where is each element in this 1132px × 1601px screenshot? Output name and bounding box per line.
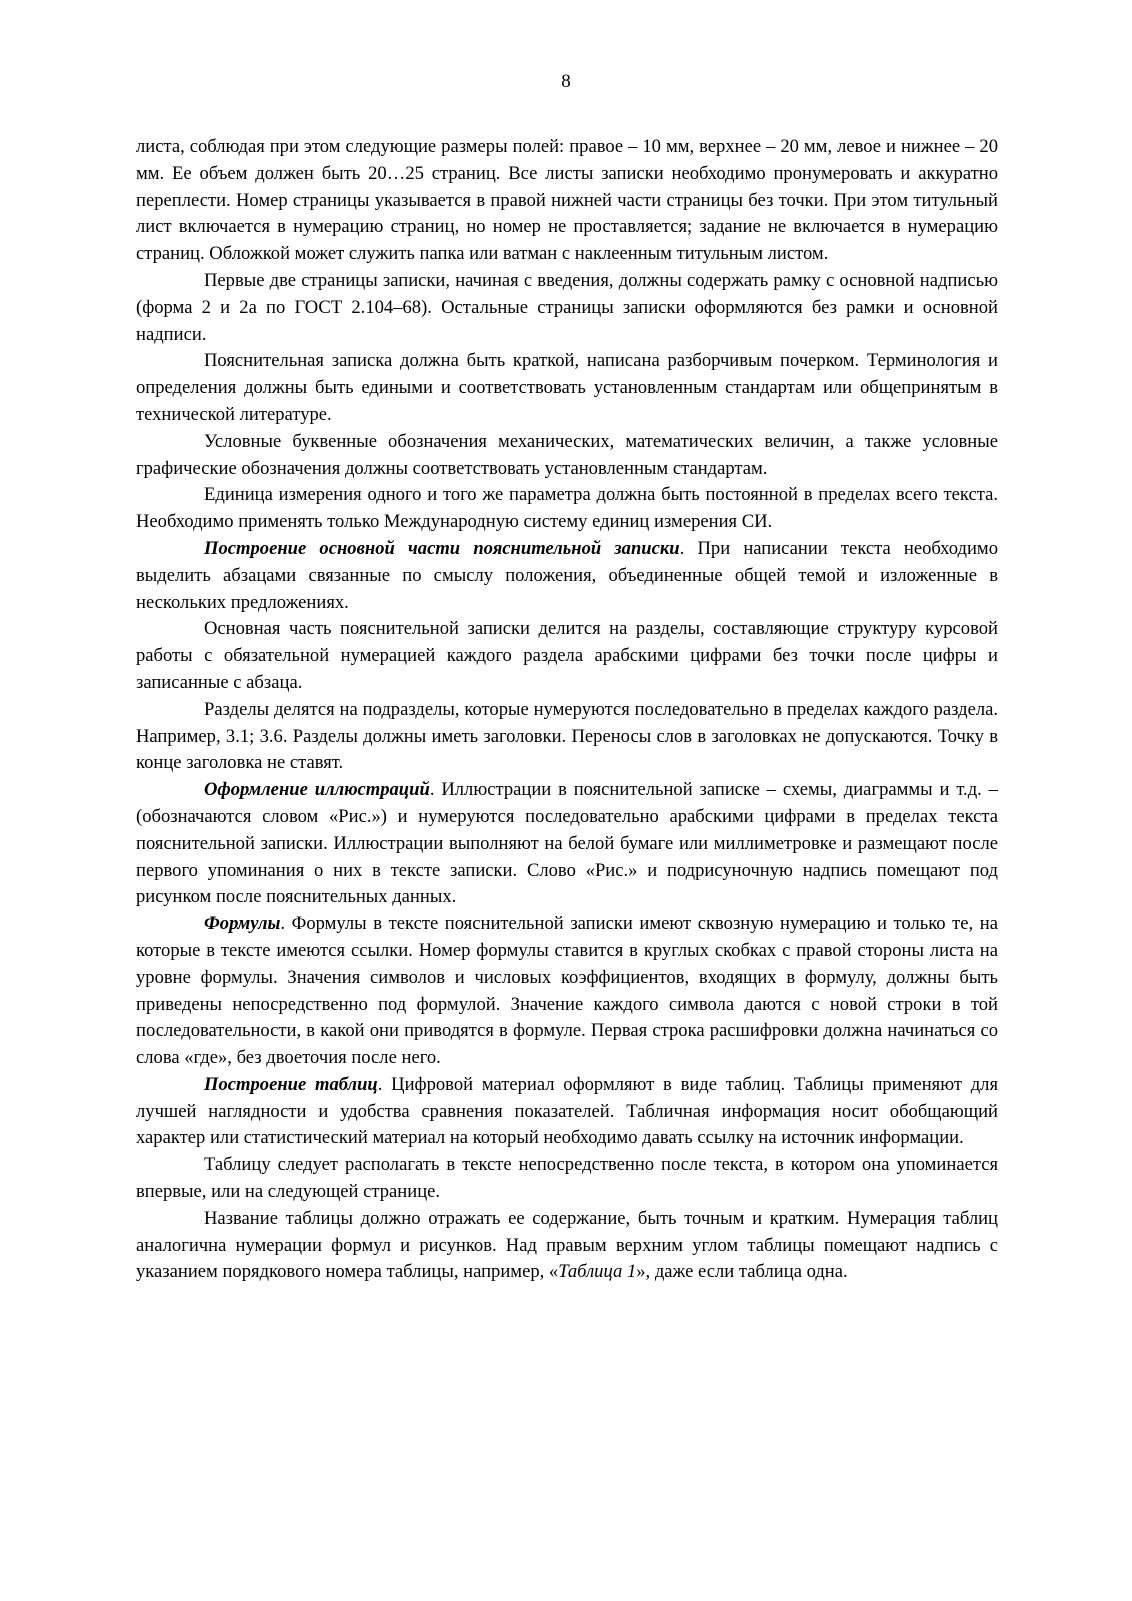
table-caption-example: Таблица 1: [558, 1261, 637, 1283]
paragraph: листа, соблюдая при этом следующие размеры полей: правое – 10 мм, верхнее – 20 мм, левое и нижнее – 20 мм. Ее объем должен быть 20…25 страниц. Все листы записки необходимо пронумеровать и аккуратно переплести. Номер страницы указывается в правой нижней части страницы без точки. При этом титульный лист включается в нумерацию страниц, но номер не проставляется; задание не включается в нумерацию страниц. Обложкой может служить папка или ватман с наклеенным титульным листом.: [136, 136, 998, 265]
section-heading: Формулы: [204, 913, 281, 935]
paragraph: Пояснительная записка должна быть краткой, написана разборчивым почерком. Терминология и определения должны быть едиными и соответствовать установленным стандартам или общепринятым в технической литературе.: [136, 350, 998, 425]
paragraph: [136, 777, 998, 911]
paragraph: Разделы делятся на подразделы, которые нумеруются последовательно в пределах каждого раздела. Например, 3.1; 3.6. Разделы должны иметь заголовки. Переносы слов в заголовках не допускаются. Точку в конце заголовка не ставят.: [136, 698, 998, 774]
paragraph: [136, 1072, 998, 1152]
paragraph: [136, 911, 998, 1072]
section-heading: Построение основной части пояснительной записки: [204, 537, 680, 559]
section-heading: Оформление иллюстраций: [204, 779, 430, 801]
paragraph: Первые две страницы записки, начиная с введения, должны содержать рамку с основной надписью (форма 2 и 2а по ГОСТ 2.104–68). Остальные страницы записки оформляются без рамки и основной надписи.: [136, 269, 998, 345]
paragraph-text: . Иллюстрации в пояснительной записке – схемы, диаграммы и т.д. – (обозначаются словом «Рис.») и нумеруются последовательно арабскими цифрами в пределах текста пояснительной записки. Иллюстрации выполняют на белой бумаге или миллиметровке и размещают после первого упоминания о них в тексте записки. Слово «Рис.» и подрисуночную надпись помещают под рисунком после пояснительных данных.: [136, 779, 998, 908]
paragraph: Единица измерения одного и того же параметра должна быть постоянной в пределах всего текста. Необходимо применять только Международную систему единиц измерения СИ.: [136, 484, 998, 533]
body-text: [136, 134, 998, 1286]
paragraph: Условные буквенные обозначения механических, математических величин, а также условные графические обозначения должны соответствовать установленным стандартам.: [136, 430, 998, 479]
paragraph-text: . Цифровой материал оформляют в виде таблиц. Таблицы применяют для лучшей наглядности и удобства сравнения показателей. Табличная информация носит обобщающий характер или статистический материал на который необходимо давать ссылку на источник информации.: [136, 1073, 998, 1149]
section-heading: Построение таблиц: [204, 1073, 378, 1095]
page-number: 8: [561, 71, 571, 92]
paragraph-text: Название таблицы должно отражать ее содержание, быть точным и кратким. Нумерация таблиц аналогична нумерации формул и рисунков. Над правым верхним углом таблицы помещают надпись с указанием порядкового номера таблицы, например, «: [136, 1207, 998, 1283]
paragraph: [136, 536, 998, 616]
paragraph: [136, 1206, 998, 1286]
paragraph-text: . Формулы в тексте пояснительной записки имеют сквозную нумерацию и только те, на которые в тексте имеются ссылки. Номер формулы ставится в круглых скобках с правой стороны листа на уровне формулы. Значения символов и числовых коэффициентов, входящих в формулу, должны быть приведены непосредственно под формулой. Значение каждого символа даются с новой строки в той последовательности, в какой они приводятся в формуле. Первая строка расшифровки должна начинаться со слова «где», без двоеточия после него.: [136, 913, 998, 1069]
paragraph-text-end: », даже если таблица одна.: [636, 1261, 848, 1283]
paragraph: Основная часть пояснительной записки делится на разделы, составляющие структуру курсовой работы с обязательной нумерацией каждого раздела арабскими цифрами без точки после цифры и записанные с абзаца.: [136, 618, 998, 693]
paragraph-text: . При написании текста необходимо выделить абзацами связанные по смыслу положения, объединенные общей темой и изложенные в нескольких предложениях.: [136, 537, 998, 613]
paragraph: Таблицу следует располагать в тексте непосредственно после текста, в котором она упоминается впервые, или на следующей странице.: [136, 1154, 998, 1203]
